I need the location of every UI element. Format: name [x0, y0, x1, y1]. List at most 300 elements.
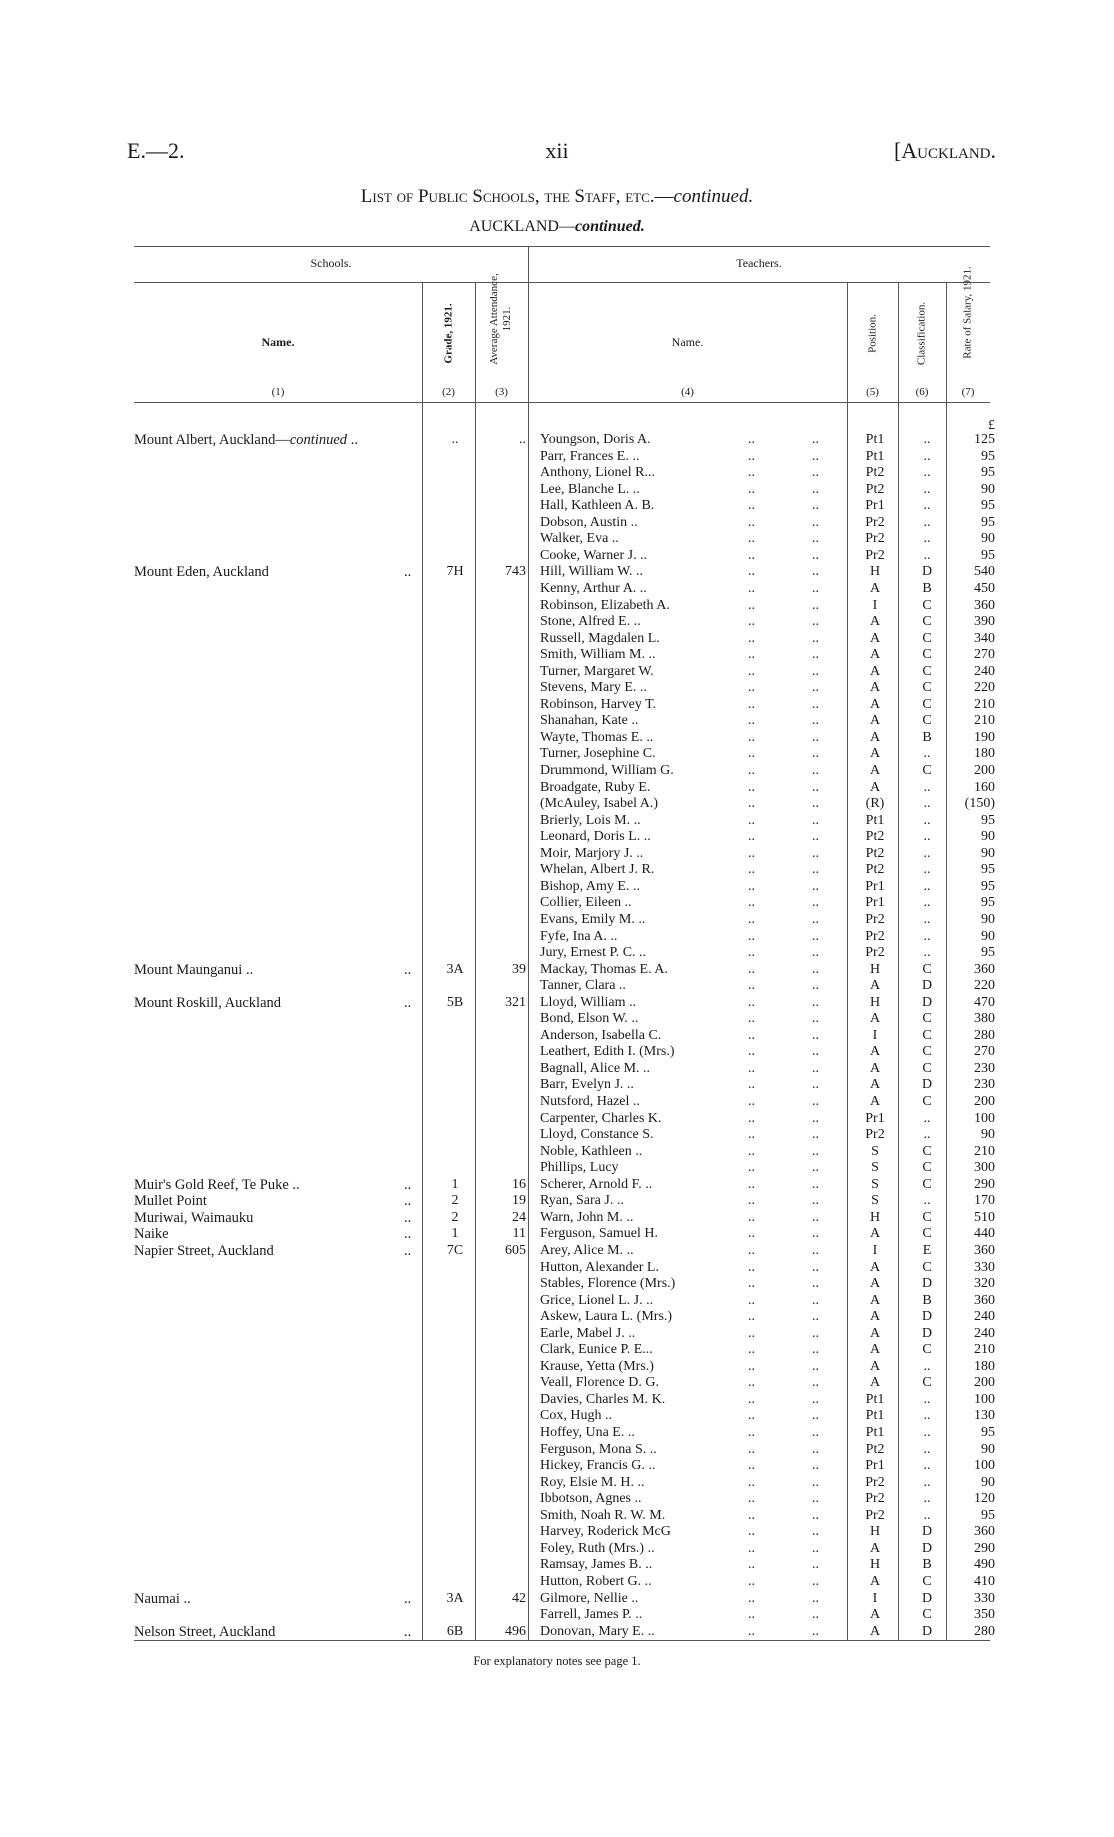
teacher-classification: .. [923, 1193, 931, 1209]
teacher-position: A [869, 729, 881, 745]
teacher-position: A [869, 713, 881, 729]
school-name-heading: Name. [261, 335, 295, 349]
leader-dots: .. [748, 498, 755, 514]
school-attendance: .. [519, 432, 526, 447]
leader-dots: .. [812, 680, 819, 696]
leader-dots: .. [748, 1176, 755, 1192]
teacher-position: Pt2 [865, 481, 885, 497]
teacher-classification: D [921, 1590, 933, 1606]
teacher-salary: 240 [974, 1309, 995, 1325]
teacher-name: Broadgate, Ruby E. [540, 779, 651, 795]
leader-dots: .. [812, 465, 819, 481]
school-attendance: 39 [512, 961, 526, 977]
leader-dots: .. [748, 1259, 755, 1275]
teacher-name: Bishop, Amy E. .. [540, 878, 640, 894]
teacher-classification: .. [923, 448, 931, 464]
teacher-salary: 210 [974, 713, 995, 729]
school-name [134, 1210, 434, 1227]
school-continued: continued [289, 432, 348, 448]
leader-dots: .. [812, 1160, 819, 1176]
teacher-position: Pr2 [865, 1127, 885, 1143]
rule-header-bottom [134, 402, 990, 403]
teacher-classification: .. [923, 945, 931, 961]
teacher-classification: D [921, 1077, 933, 1093]
school-grade: 7C [446, 1242, 464, 1258]
teacher-classification: B [922, 729, 932, 745]
teacher-name: Barr, Evelyn J. .. [540, 1077, 634, 1093]
teacher-salary: 170 [974, 1193, 995, 1209]
leader-dots: .. [812, 1259, 819, 1275]
school-grade: 6B [446, 1623, 464, 1639]
leader-dots: .. [748, 1276, 755, 1292]
leader-dots: .. [748, 696, 755, 712]
teacher-name: Grice, Lionel L. J. .. [540, 1292, 654, 1308]
title-continued: continued. [673, 186, 754, 207]
leader-dots: .. [812, 1226, 819, 1242]
teacher-classification: .. [923, 862, 931, 878]
teacher-classification: C [922, 961, 932, 977]
teacher-salary: 95 [981, 945, 995, 961]
school-attendance: 24 [512, 1209, 526, 1225]
leader-dots: .. [748, 1425, 755, 1440]
leader-dots: .. [812, 696, 819, 712]
teacher-name: Bagnall, Alice M. .. [540, 1060, 651, 1076]
teacher-name: Ryan, Sara J. .. [540, 1193, 624, 1209]
teacher-classification: C [922, 1060, 932, 1076]
teacher-position: H [869, 1209, 881, 1225]
leader-dots: .. [748, 465, 755, 481]
leader-dots: .. [748, 713, 755, 729]
teacher-classification: C [922, 1027, 932, 1043]
school-grade: 7H [446, 564, 464, 580]
leader-dots: .. [812, 531, 819, 547]
leader-dots: .. [812, 862, 819, 878]
teacher-name: Veall, Florence D. G. [540, 1375, 659, 1391]
teacher-name: Anderson, Isabella C. [540, 1027, 662, 1043]
teacher-salary: 130 [974, 1408, 995, 1424]
teacher-classification: C [922, 1375, 932, 1391]
leader-dots: .. [404, 1209, 412, 1226]
teacher-salary: 440 [974, 1226, 995, 1242]
teacher-salary: 380 [974, 1011, 995, 1027]
leader-dots: .. [748, 1011, 755, 1027]
region-label: [Auckland. [893, 138, 996, 163]
teacher-classification: C [922, 1143, 932, 1159]
teacher-salary: 300 [974, 1160, 995, 1176]
school-name-text: Mount Roskill, Auckland [134, 994, 282, 1011]
leader-dots: .. [812, 994, 819, 1010]
teacher-name: Arey, Alice M. .. [540, 1242, 634, 1258]
teacher-position: Pr2 [865, 911, 885, 927]
teacher-salary: 290 [974, 1540, 995, 1556]
teacher-position: A [869, 1226, 881, 1242]
teacher-name: Turner, Josephine C. [540, 746, 656, 762]
leader-dots: .. [812, 597, 819, 613]
teacher-salary: 200 [974, 1375, 995, 1391]
leader-dots: .. [748, 1292, 755, 1308]
currency-symbol: £ [988, 418, 995, 433]
school-name [134, 962, 434, 979]
leader-dots: .. [404, 1242, 412, 1259]
teacher-name: Ferguson, Samuel H. [540, 1226, 658, 1242]
footnote: For explanatory notes see page 1. [473, 1654, 641, 1668]
leader-dots: .. [812, 1325, 819, 1341]
leader-dots: .. [748, 1143, 755, 1159]
teacher-classification: .. [923, 928, 931, 944]
teacher-salary: 540 [974, 564, 995, 580]
teacher-position: Pt1 [865, 432, 885, 447]
leader-dots: .. [812, 895, 819, 911]
teacher-name: (McAuley, Isabel A.) [540, 796, 659, 812]
teacher-classification: D [921, 564, 933, 580]
teacher-name: Hutton, Alexander L. [540, 1259, 659, 1275]
teacher-position: I [872, 1027, 878, 1043]
teacher-salary: 330 [974, 1259, 995, 1275]
teacher-name: Phillips, Lucy [540, 1160, 619, 1176]
leader-dots: .. [812, 564, 819, 580]
leader-dots: .. [748, 812, 755, 828]
leader-dots: .. [812, 1027, 819, 1043]
leader-dots: .. [748, 895, 755, 911]
teacher-salary: 95 [981, 878, 995, 894]
teacher-position: A [869, 1375, 881, 1391]
teacher-name: Russell, Magdalen L. [540, 630, 660, 646]
teacher-name: Ferguson, Mona S. .. [540, 1441, 657, 1457]
teacher-classification: C [922, 1094, 932, 1109]
leader-dots: .. [404, 1176, 412, 1193]
leader-dots: .. [748, 614, 755, 630]
leader-dots: .. [812, 1176, 819, 1192]
teacher-position: A [869, 1011, 881, 1027]
leader-dots: .. [812, 1276, 819, 1292]
leader-dots: .. [748, 448, 755, 464]
teacher-salary: 95 [981, 547, 995, 563]
teacher-salary: 100 [974, 1458, 995, 1474]
leader-dots: .. [748, 481, 755, 497]
teacher-classification: D [921, 1623, 933, 1639]
page-number: xii [545, 138, 569, 163]
leader-dots: .. [812, 845, 819, 861]
subtitle-continued: continued. [574, 218, 645, 235]
teacher-salary: 230 [974, 1077, 995, 1093]
teacher-classification: B [922, 1292, 932, 1308]
teacher-position: A [869, 630, 881, 646]
teacher-salary: 95 [981, 498, 995, 514]
teacher-position: A [869, 1342, 881, 1358]
teacher-salary: 200 [974, 1094, 995, 1109]
teacher-classification: .. [923, 514, 931, 530]
teacher-position: A [869, 1573, 881, 1589]
teacher-position: Pr2 [865, 945, 885, 961]
teacher-name: Lloyd, Constance S. [540, 1127, 654, 1143]
teacher-classification: .. [923, 1408, 931, 1424]
teacher-classification: C [922, 630, 932, 646]
leader-dots: .. [812, 1557, 819, 1573]
teacher-position: Pr1 [865, 498, 885, 514]
leader-dots: .. [812, 1060, 819, 1076]
teacher-name: Hutton, Robert G. .. [540, 1573, 652, 1589]
teacher-classification: D [921, 1325, 933, 1341]
teacher-salary: 210 [974, 1342, 995, 1358]
teacher-position: Pt2 [865, 465, 885, 481]
leader-dots: .. [812, 498, 819, 514]
leader-dots: .. [812, 514, 819, 530]
teacher-position: A [869, 763, 881, 778]
teacher-name: Whelan, Albert J. R. [540, 862, 655, 878]
teacher-salary: 230 [974, 1060, 995, 1076]
teacher-name: Stables, Florence (Mrs.) [540, 1276, 676, 1292]
teacher-salary: 320 [974, 1276, 995, 1292]
leader-dots: .. [404, 994, 412, 1011]
teacher-classification: .. [923, 547, 931, 563]
teacher-salary: 95 [981, 514, 995, 530]
leader-dots: .. [812, 481, 819, 497]
teacher-position: Pr2 [865, 1491, 885, 1507]
teacher-salary: 95 [981, 812, 995, 828]
teacher-salary: 340 [974, 630, 995, 646]
teacher-name: Gilmore, Nellie .. [540, 1590, 639, 1606]
leader-dots: .. [404, 1226, 412, 1243]
teacher-name: Askew, Laura L. (Mrs.) [540, 1309, 673, 1325]
teacher-name: Collier, Eileen .. [540, 895, 632, 911]
leader-dots: .. [812, 878, 819, 894]
teacher-salary: 220 [974, 978, 995, 994]
teacher-position: Pr1 [865, 1458, 885, 1474]
teacher-classification: .. [923, 895, 931, 911]
teacher-position: I [872, 1590, 878, 1606]
teacher-salary: 100 [974, 1391, 995, 1407]
leader-dots: .. [812, 1193, 819, 1209]
teacher-position: A [869, 680, 881, 696]
school-name-text: Nelson Street, Auckland [134, 1623, 276, 1640]
school-name-text: Napier Street, Auckland [134, 1242, 274, 1259]
leader-dots: .. [748, 1358, 755, 1374]
leader-dots: .. [812, 647, 819, 663]
leader-dots: .. [748, 531, 755, 547]
teacher-classification: C [922, 713, 932, 729]
teacher-name: Walker, Eva .. [540, 531, 619, 547]
teacher-classification: C [922, 1342, 932, 1358]
teacher-name: Earle, Mabel J. .. [540, 1325, 636, 1341]
teacher-name: Anthony, Lionel R... [540, 465, 655, 481]
title-main: List of Public Schools, the Staff, etc.— [360, 186, 674, 207]
leader-dots: .. [812, 663, 819, 679]
leader-dots: .. [748, 630, 755, 646]
teacher-position: A [869, 978, 881, 994]
teacher-classification: .. [923, 465, 931, 481]
school-grade: 3A [446, 1590, 464, 1606]
leader-dots: .. [812, 1143, 819, 1159]
leader-dots: .. [748, 1209, 755, 1225]
leader-dots: .. [748, 1242, 755, 1258]
leader-dots: .. [748, 1060, 755, 1076]
leader-dots: .. [748, 1607, 755, 1623]
teacher-salary: 90 [981, 911, 995, 927]
teacher-name: Cooke, Warner J. .. [540, 547, 648, 563]
rule-groups [134, 282, 990, 283]
leader-dots: .. [748, 878, 755, 894]
teacher-position: A [869, 1276, 881, 1292]
teacher-position: Pr2 [865, 1507, 885, 1523]
leader-dots: .. [812, 614, 819, 630]
teacher-classification: .. [923, 1474, 931, 1490]
school-name [134, 1624, 434, 1641]
colnum-4: (4) [681, 386, 694, 398]
leader-dots: .. [812, 729, 819, 745]
leader-dots: .. [812, 746, 819, 762]
teacher-salary: 470 [974, 994, 995, 1010]
teacher-salary: 120 [974, 1491, 995, 1507]
teacher-classification: .. [923, 1491, 931, 1507]
leader-dots: .. [748, 1441, 755, 1457]
school-name [134, 564, 434, 581]
leader-dots: .. [812, 1011, 819, 1027]
colnum-7: (7) [961, 386, 975, 398]
leader-dots: .. [748, 911, 755, 927]
teacher-name: Evans, Emily M. .. [540, 911, 646, 927]
school-grade: 1 [451, 1226, 459, 1242]
school-name [134, 1226, 434, 1243]
leader-dots: .. [812, 928, 819, 944]
teacher-salary: 90 [981, 1474, 995, 1490]
leader-dots: .. [347, 432, 358, 448]
school-grade: .. [451, 432, 459, 447]
teacher-salary: 410 [974, 1573, 995, 1589]
leader-dots: .. [812, 1209, 819, 1225]
school-name [134, 1243, 434, 1260]
teacher-position: A [869, 1325, 881, 1341]
teacher-name: Cox, Hugh .. [540, 1408, 612, 1424]
teacher-classification: .. [923, 1110, 931, 1126]
teacher-position: S [871, 1176, 879, 1192]
school-name-text: Mount Eden, Auckland [134, 564, 269, 581]
teacher-position: Pt1 [865, 812, 885, 828]
school-grade: 2 [451, 1193, 459, 1209]
teacher-name: Donovan, Mary E. .. [540, 1623, 655, 1639]
teacher-salary: 490 [974, 1557, 995, 1573]
leader-dots: .. [812, 796, 819, 812]
teacher-position: Pr1 [865, 1110, 885, 1126]
teacher-name: Smith, Noah R. W. M. [540, 1507, 666, 1523]
teacher-name: Harvey, Roderick McG [540, 1524, 671, 1540]
school-name [134, 995, 434, 1012]
teacher-name: Mackay, Thomas E. A. [540, 961, 668, 977]
leader-dots: .. [748, 1226, 755, 1242]
school-name-text: Muir's Gold Reef, Te Puke .. [134, 1176, 300, 1193]
teacher-classification: .. [923, 498, 931, 514]
teacher-classification: C [922, 1044, 932, 1060]
leader-dots: .. [748, 1623, 755, 1639]
leader-dots: .. [748, 1458, 755, 1474]
attendance-heading: Average Attendance, 1921. [488, 273, 513, 365]
teacher-classification: C [922, 763, 932, 778]
school-name [134, 432, 434, 449]
leader-dots: .. [812, 812, 819, 828]
leader-dots: .. [812, 1242, 819, 1258]
teacher-position: A [869, 1060, 881, 1076]
leader-dots: .. [748, 514, 755, 530]
leader-dots: .. [748, 1342, 755, 1358]
teacher-salary: 330 [974, 1590, 995, 1606]
leader-dots: .. [812, 1094, 819, 1109]
leader-dots: .. [748, 647, 755, 663]
teacher-name: Bond, Elson W. .. [540, 1011, 639, 1027]
school-name-text: Naumai .. [134, 1590, 191, 1607]
teacher-position: Pr2 [865, 547, 885, 563]
leader-dots: .. [812, 1458, 819, 1474]
colnum-2: (2) [442, 386, 455, 398]
teacher-name: Hill, William W. .. [540, 564, 644, 580]
teacher-salary: 270 [974, 1044, 995, 1060]
teacher-salary: 90 [981, 1127, 995, 1143]
teacher-classification: .. [923, 1391, 931, 1407]
leader-dots: .. [404, 1623, 412, 1640]
teacher-name: Lloyd, William .. [540, 994, 637, 1010]
leader-dots: .. [812, 1491, 819, 1507]
teacher-position: Pr1 [865, 878, 885, 894]
teacher-position: Pt2 [865, 1441, 885, 1457]
teacher-salary: 90 [981, 1441, 995, 1457]
teacher-name: Scherer, Arnold F. .. [540, 1176, 653, 1192]
teacher-position: A [869, 1259, 881, 1275]
leader-dots: .. [812, 448, 819, 464]
teacher-name: Hoffey, Una E. .. [540, 1425, 635, 1440]
teacher-salary: 180 [974, 746, 995, 762]
teacher-name: Fyfe, Ina A. .. [540, 928, 618, 944]
teacher-position: Pt1 [865, 1391, 885, 1407]
teacher-name: Jury, Ernest P. C. .. [540, 945, 647, 961]
leader-dots: .. [812, 1110, 819, 1126]
teacher-salary: 290 [974, 1176, 995, 1192]
school-name-text: Muriwai, Waimauku [134, 1209, 254, 1226]
teacher-salary: 270 [974, 647, 995, 663]
rule-top [134, 246, 990, 247]
teacher-salary: 190 [974, 729, 995, 745]
school-attendance: 321 [505, 994, 526, 1010]
teacher-position: (R) [865, 796, 885, 812]
teacher-classification: .. [923, 796, 931, 812]
leader-dots: .. [748, 1309, 755, 1325]
leader-dots: .. [812, 580, 819, 596]
teacher-classification: D [921, 978, 933, 994]
teacher-classification: D [921, 1524, 933, 1540]
teacher-position: Pt2 [865, 829, 885, 845]
colnum-3: (3) [495, 386, 508, 398]
teacher-classification: B [922, 1557, 932, 1573]
teacher-classification: .. [923, 911, 931, 927]
teachers-group-heading: Teachers. [736, 256, 782, 270]
teacher-classification: D [921, 1309, 933, 1325]
report-reference: E.—2. [127, 138, 185, 163]
teacher-classification: D [921, 1276, 933, 1292]
teacher-position: A [869, 580, 881, 596]
teacher-salary: 90 [981, 928, 995, 944]
teacher-salary: 390 [974, 614, 995, 630]
teacher-classification: C [922, 1259, 932, 1275]
school-attendance: 42 [512, 1590, 526, 1606]
teacher-position: Pt2 [865, 845, 885, 861]
teacher-name: Farrell, James P. .. [540, 1607, 643, 1623]
teacher-classification: .. [923, 481, 931, 497]
leader-dots: .. [812, 1573, 819, 1589]
teacher-name: Robinson, Harvey T. [540, 696, 657, 712]
salary-heading: Rate of Salary, 1921. [961, 266, 974, 359]
teacher-position: A [869, 1309, 881, 1325]
leader-dots: .. [812, 713, 819, 729]
teacher-position: H [869, 564, 881, 580]
leader-dots: .. [812, 432, 819, 447]
leader-dots: .. [748, 994, 755, 1010]
